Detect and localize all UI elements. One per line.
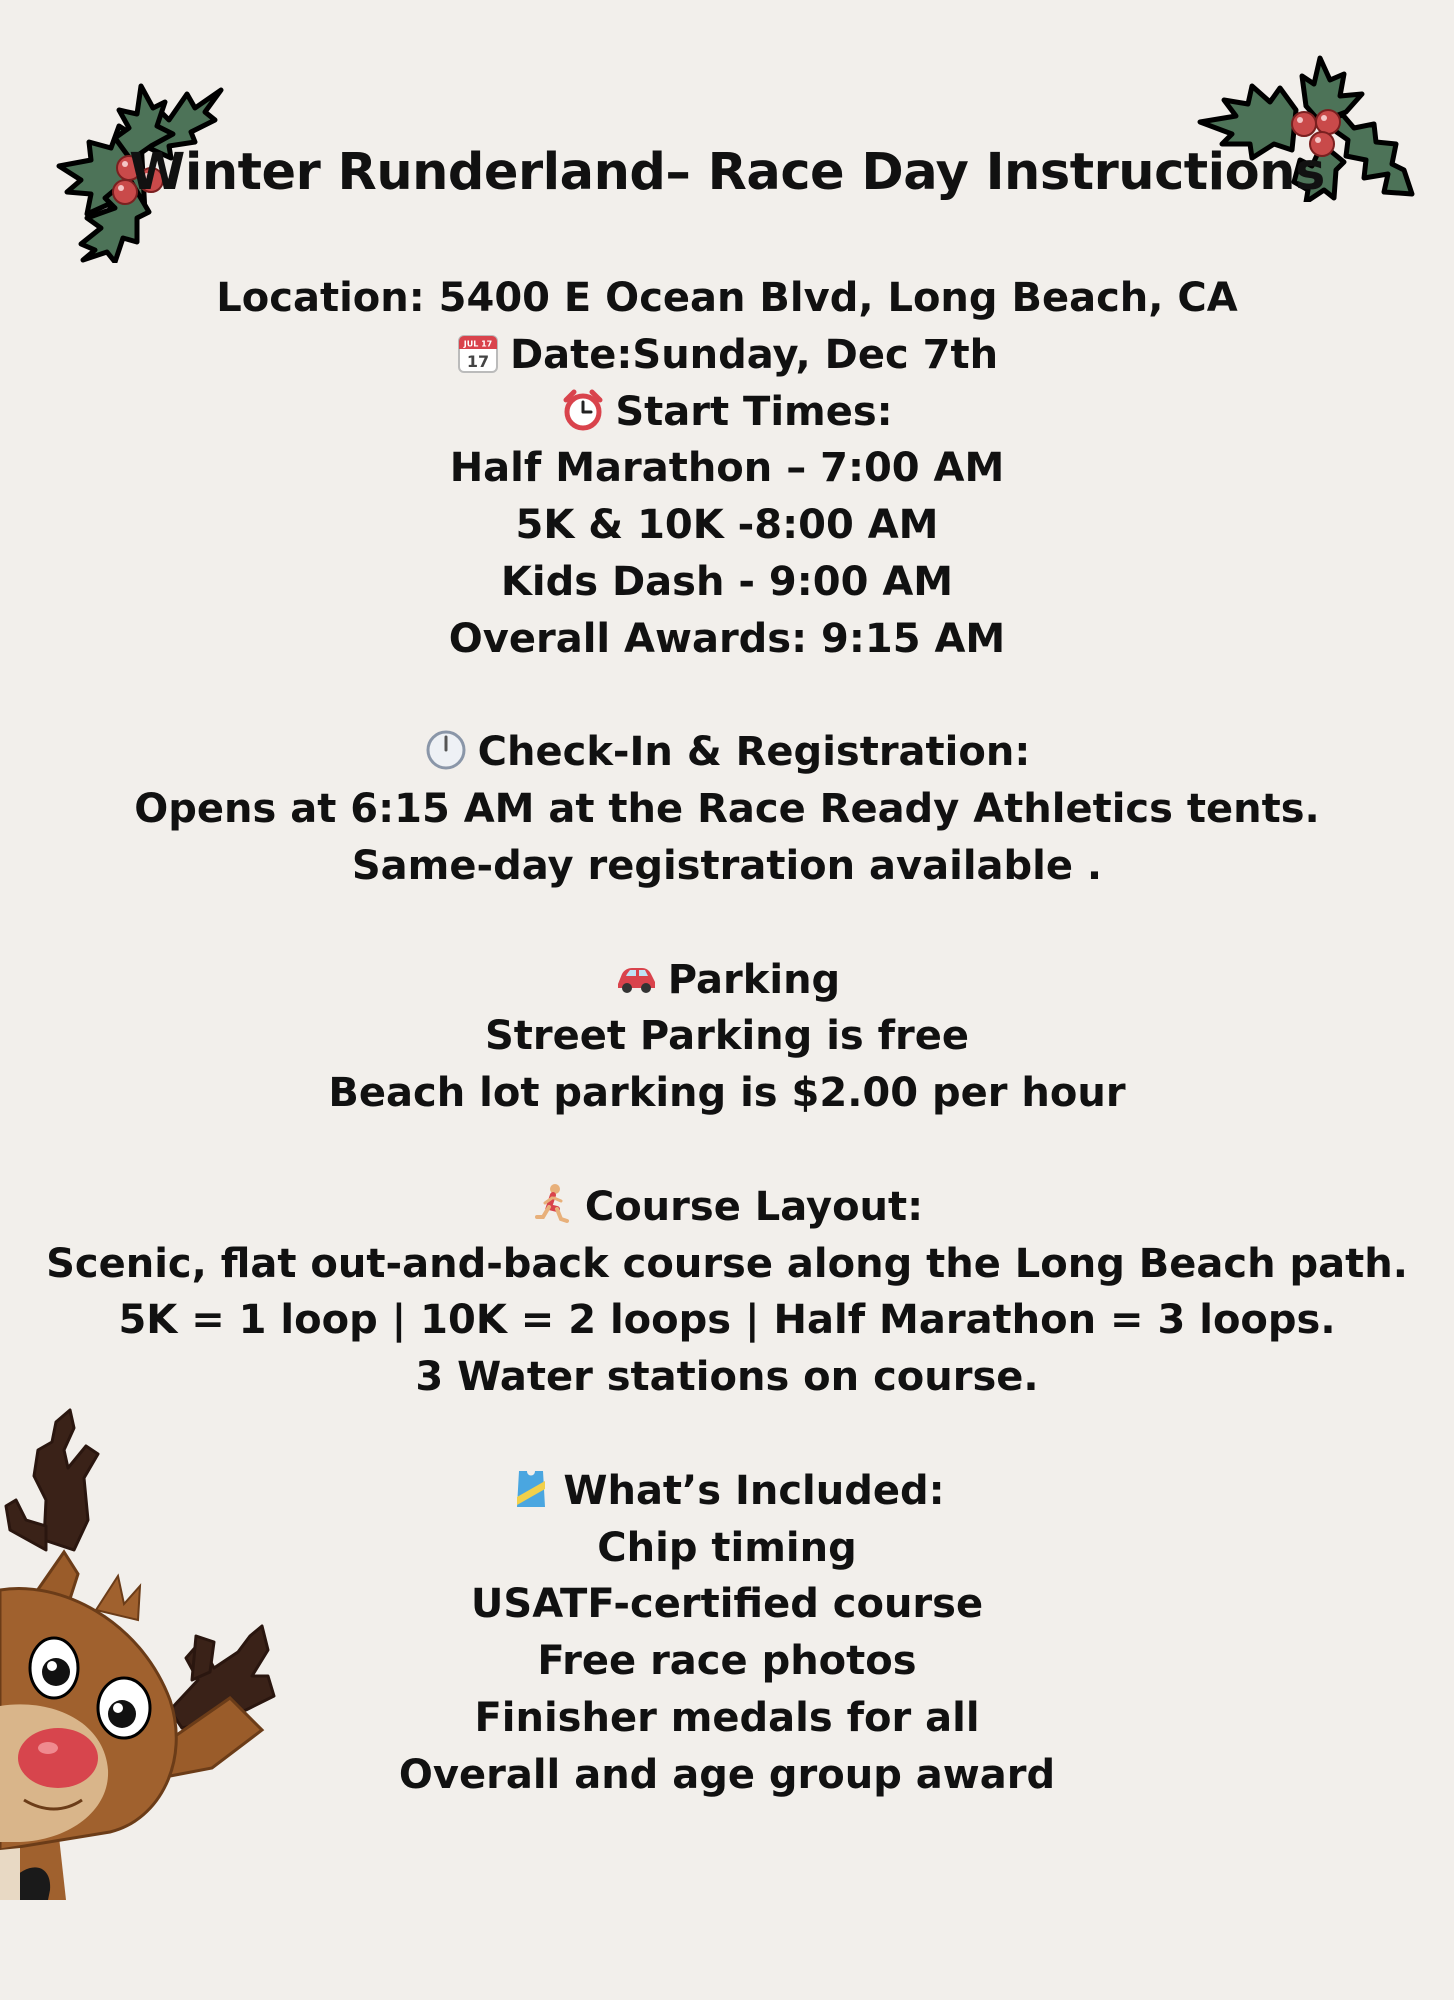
section-gap — [40, 1406, 1414, 1463]
calendar-month-text: JUL 17 — [463, 339, 493, 349]
included-item-awards: Overall and age group award — [398, 1751, 1056, 1798]
parking-heading-text: Parking — [667, 956, 841, 1003]
running-shirt-icon — [509, 1467, 553, 1511]
parking-street-text: Street Parking is free — [484, 1013, 970, 1060]
course-heading — [40, 1179, 1414, 1236]
checkin-opens-text: Opens at 6:15 AM at the Race Ready Athletics tents. — [134, 786, 1320, 833]
checkin-heading-text: Check-In & Registration: — [477, 729, 1031, 776]
checkin-heading — [40, 724, 1414, 781]
start-time-kids-dash: Kids Dash - 9:00 AM — [500, 558, 954, 605]
start-time-awards: Overall Awards: 9:15 AM — [448, 615, 1006, 662]
included-heading — [40, 1463, 1414, 1520]
course-water-stations-text: 3 Water stations on course. — [415, 1354, 1039, 1401]
parking-beach-lot-text: Beach lot parking is $2.00 per hour — [328, 1070, 1126, 1117]
calendar-icon — [456, 331, 500, 375]
section-gap — [40, 668, 1414, 725]
alarm-clock-icon — [561, 388, 605, 432]
start-times-heading-text: Start Times: — [615, 388, 893, 435]
svg-text:17: 17 — [466, 351, 490, 371]
included-item-finisher-medals: Finisher medals for all — [474, 1694, 980, 1741]
car-icon — [614, 956, 658, 1000]
section-gap — [40, 1122, 1414, 1179]
date-text: Date:Sunday, Dec 7th — [509, 331, 999, 378]
checkin-same-day-text: Same-day registration available . — [351, 842, 1103, 889]
course-loops-text: 5K = 1 loop | 10K = 2 loops | Half Marathon = 3 loops. — [118, 1297, 1336, 1344]
parking-heading — [40, 952, 1414, 1009]
start-times-heading — [40, 384, 1414, 441]
course-heading-text: Course Layout: — [584, 1183, 924, 1230]
clock-icon — [424, 728, 468, 772]
section-gap — [40, 895, 1414, 952]
page-title: Winter Runderland– Race Day Instructions — [129, 143, 1325, 202]
start-time-half-marathon: Half Marathon – 7:00 AM — [449, 445, 1005, 492]
date-line — [40, 327, 1414, 384]
course-description-text: Scenic, flat out-and-back course along the Long Beach path. — [46, 1240, 1408, 1287]
included-item-race-photos: Free race photos — [537, 1638, 917, 1685]
location-text: Location: 5400 E Ocean Blvd, Long Beach, CA — [216, 275, 1238, 321]
runner-icon — [531, 1183, 575, 1227]
start-time-5k-10k: 5K & 10K -8:00 AM — [515, 502, 939, 549]
included-heading-text: What’s Included: — [563, 1467, 945, 1514]
included-item-chip-timing: Chip timing — [597, 1524, 857, 1571]
included-item-usatf-course: USATF-certified course — [470, 1581, 984, 1628]
instructions-content — [40, 270, 1414, 1804]
